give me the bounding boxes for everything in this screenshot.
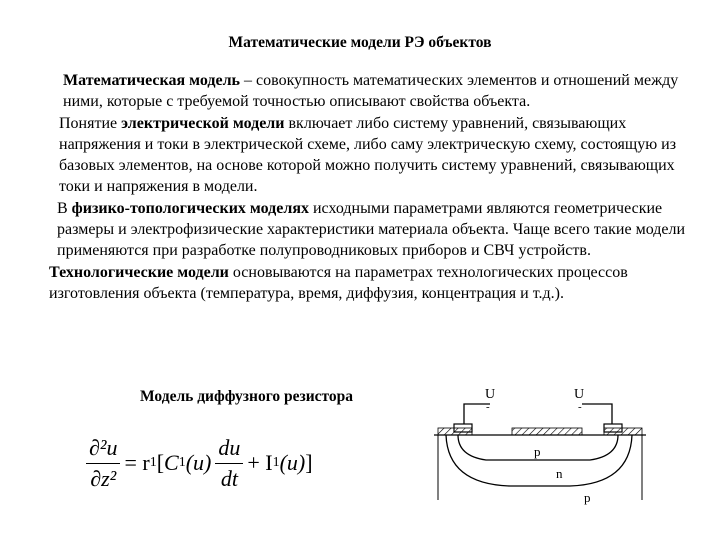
term-physical-model: физико-топологических моделях xyxy=(71,199,309,217)
oxide-layer-middle xyxy=(512,428,582,435)
r-subscript: 1 xyxy=(149,455,157,470)
oxide-layer-left xyxy=(438,428,472,435)
term-math-model: Математическая модель xyxy=(63,72,241,89)
paragraph-lead: В xyxy=(57,199,72,217)
paragraph-physical-model xyxy=(37,198,687,262)
term-electrical-model: электрической модели xyxy=(121,114,285,132)
paragraph-lead: Понятие xyxy=(59,114,122,132)
c-subscript: 1 xyxy=(178,455,186,470)
model-title: Модель диффузного резистора xyxy=(140,388,354,405)
lhs-numerator: ∂²u xyxy=(86,435,120,464)
terminal-u2-label: U xyxy=(574,387,585,402)
paragraph-text: исходными параметрами являются геометрические размеры и электрофизические характеристики материала объекта. Чаще всего такие модели применяются при разработке полупроводниковых приборов и СВЧ устройств. xyxy=(57,199,686,260)
region-p-top-label: p xyxy=(534,444,541,459)
plus-i: + I xyxy=(247,450,273,475)
rhs-denominator: dt xyxy=(220,465,238,491)
terminal-u1-label: U xyxy=(485,387,496,402)
term-tech-model: Технологические модели xyxy=(49,263,229,281)
page-title: Математические модели РЭ объектов xyxy=(228,34,492,51)
paragraph-text: основываются на параметрах технологических процессов изготовления объекта (температура, время, диффузия, концентрация и т.д.). xyxy=(49,263,628,302)
bracket-open: [ xyxy=(156,450,165,475)
c-symbol: C xyxy=(164,450,179,475)
i-argument: (u) xyxy=(279,450,306,475)
rhs-fraction xyxy=(215,435,243,492)
terminal-u1-minus: - xyxy=(486,401,490,413)
resistor-diagram xyxy=(430,378,650,518)
right-lead xyxy=(582,404,612,424)
terminal-u2-minus: - xyxy=(578,401,582,413)
equals-r: = r xyxy=(124,450,150,475)
body-text xyxy=(37,70,687,304)
lhs-denominator: ∂z² xyxy=(90,465,117,491)
c-argument: (u) xyxy=(185,450,212,475)
region-n-label: n xyxy=(556,466,563,481)
diffusion-equation xyxy=(82,428,313,498)
region-p-bottom-label: p xyxy=(584,490,591,505)
paragraph-text: включает либо систему уравнений, связывающих напряжения и токи в электрической схеме, либо саму электрическую схему, состоящую из базовых элементов, на основе которой можно получить систему уравнений, связывающих токи и напряжения в модели. xyxy=(59,114,677,196)
paragraph-electrical-model xyxy=(37,113,687,198)
paragraph-math-model xyxy=(37,70,687,113)
i-subscript: 1 xyxy=(272,455,280,470)
paragraph-text: – совокупность математических элементов и отношений между ними, которые с требуемой точностью описывают свойства объекта. xyxy=(63,72,679,111)
oxide-layer-right xyxy=(604,428,642,435)
rhs-numerator: du xyxy=(215,435,243,464)
bracket-close: ] xyxy=(305,450,313,475)
lhs-fraction xyxy=(86,435,120,492)
paragraph-tech-model xyxy=(37,262,687,305)
